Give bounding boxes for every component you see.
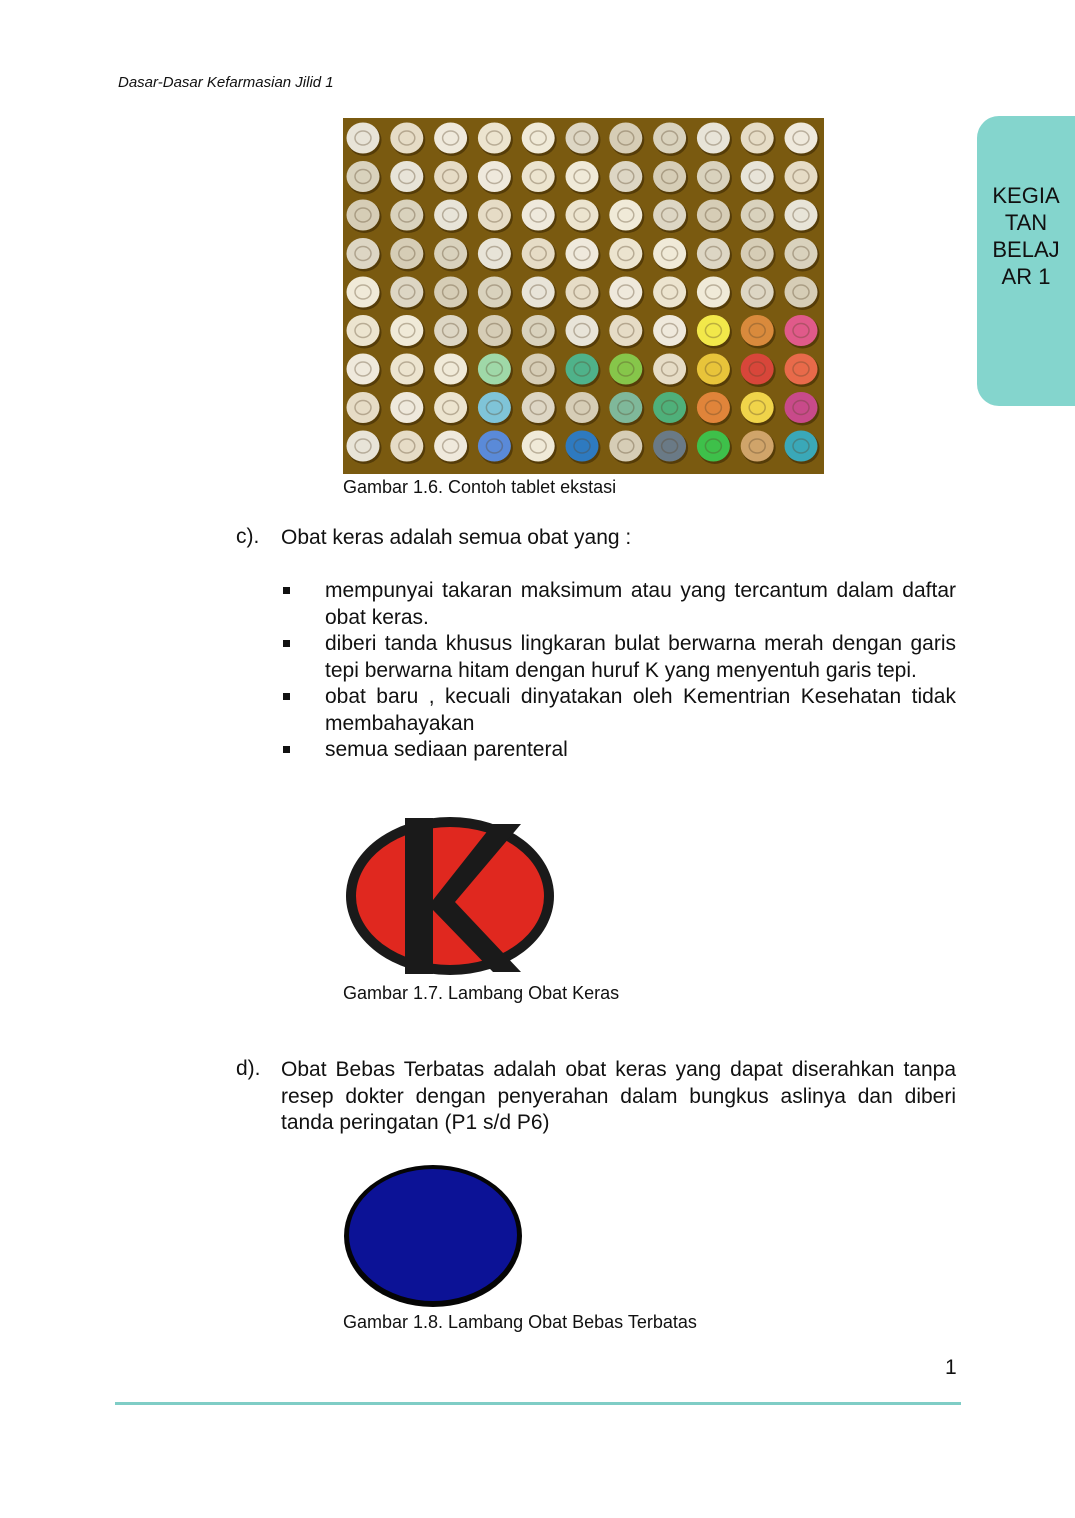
obat-bebas-terbatas-definition: Obat Bebas Terbatas adalah obat keras yang dapat diserahkan tanpa resep dokter dengan penyerahan dalam bungkus aslinya dan diberi tanda peringatan (P1 s/d P6) <box>281 1058 956 1134</box>
figure-caption: Gambar 1.6. Contoh tablet ekstasi <box>343 477 617 497</box>
obat-keras-definition: Obat keras adalah semua obat yang : <box>281 526 632 549</box>
list-item-text: mempunyai takaran maksimum atau yang tercantum dalam daftar obat keras. <box>325 579 956 629</box>
side-tab-line: AR 1 <box>1001 264 1051 289</box>
list-label-c: c). <box>236 525 260 548</box>
obat-keras-k-logo-icon <box>343 814 559 980</box>
square-bullet-icon <box>283 640 290 647</box>
side-tab-line: TAN <box>1004 210 1048 235</box>
list-item <box>281 737 956 764</box>
blue-circle-logo-icon <box>343 1163 525 1309</box>
figure-caption: Gambar 1.7. Lambang Obat Keras <box>343 983 620 1003</box>
ecstasy-tablets-photo-image <box>343 118 824 474</box>
obat-keras-criteria-list <box>281 578 956 764</box>
list-item <box>281 684 956 737</box>
square-bullet-icon <box>283 693 290 700</box>
side-tab-line: BELAJ <box>992 237 1060 262</box>
list-item <box>281 631 956 684</box>
figure-caption: Gambar 1.8. Lambang Obat Bebas Terbatas <box>343 1312 697 1332</box>
list-item <box>281 578 956 631</box>
footer-divider <box>115 1402 961 1405</box>
obat-keras-symbol <box>343 814 559 985</box>
list-item-text: semua sediaan parenteral <box>325 738 568 761</box>
side-tab-line: KEGIA <box>992 183 1060 208</box>
square-bullet-icon <box>283 746 290 753</box>
list-item-text: diberi tanda khusus lingkaran bulat berwarna merah dengan garis tepi berwarna hitam dengan huruf K yang menyentuh garis tepi. <box>325 632 956 682</box>
list-item-text: obat baru , kecuali dinyatakan oleh Kementrian Kesehatan tidak membahayakan <box>325 685 956 735</box>
list-label-d: d). <box>236 1057 261 1080</box>
page-number: 1 <box>945 1356 957 1379</box>
running-header: Dasar-Dasar Kefarmasian Jilid 1 <box>118 74 334 91</box>
square-bullet-icon <box>283 587 290 594</box>
ecstasy-tablets-photo <box>343 118 824 474</box>
obat-bebas-terbatas-symbol <box>343 1163 525 1314</box>
chapter-side-tab-label <box>980 182 1072 290</box>
